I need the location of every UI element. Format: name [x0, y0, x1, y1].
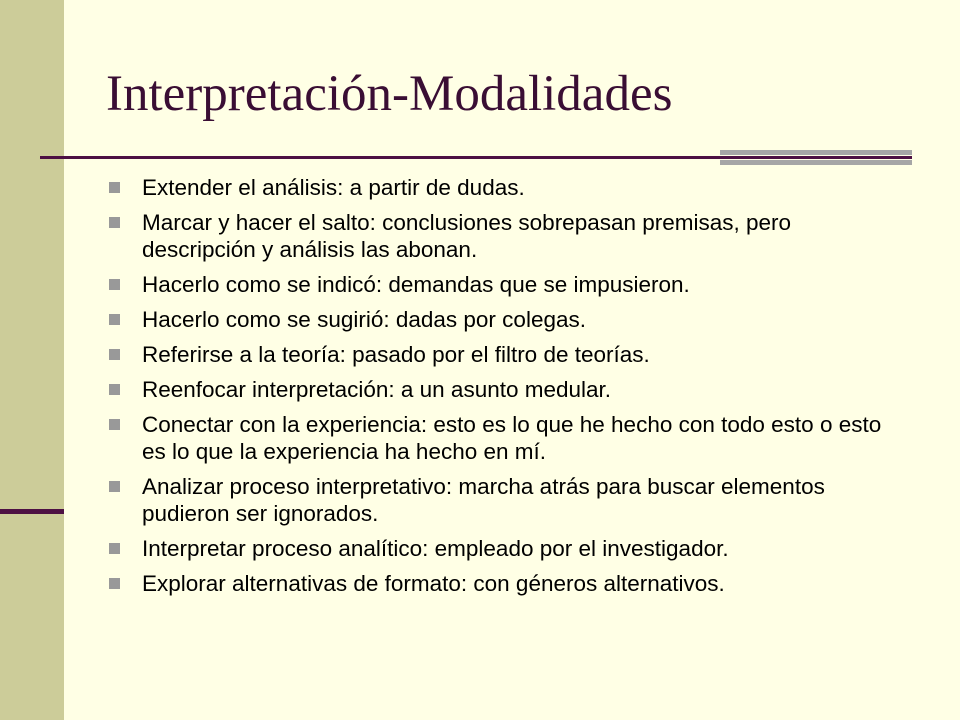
- bullet-text: Explorar alternativas de formato: con géneros alternativos.: [142, 571, 725, 596]
- square-bullet-icon: [109, 419, 120, 430]
- bullet-item-3: [106, 271, 906, 298]
- side-decoration-bar: [0, 0, 64, 720]
- bullet-text: Hacerlo como se sugirió: dadas por colegas.: [142, 307, 586, 332]
- bullet-item-1: [106, 174, 906, 201]
- divider-accent-bottom: [720, 160, 912, 165]
- bullet-text: Analizar proceso interpretativo: marcha atrás para buscar elementos pudieron ser ignorados.: [142, 474, 825, 526]
- title-divider-line: [40, 156, 912, 159]
- bullet-item-4: [106, 306, 906, 333]
- bullet-text: Extender el análisis: a partir de dudas.: [142, 175, 525, 200]
- square-bullet-icon: [109, 481, 120, 492]
- bullet-item-6: [106, 376, 906, 403]
- bullet-item-9: [106, 535, 906, 562]
- square-bullet-icon: [109, 384, 120, 395]
- divider-accent-top: [720, 150, 912, 155]
- bullet-text: Marcar y hacer el salto: conclusiones sobrepasan premisas, pero descripción y análisis las abonan.: [142, 210, 792, 262]
- bullet-item-10: [106, 570, 906, 597]
- square-bullet-icon: [109, 349, 120, 360]
- bullet-text: Hacerlo como se indicó: demandas que se impusieron.: [142, 272, 690, 297]
- square-bullet-icon: [109, 543, 120, 554]
- slide-title: Interpretación-Modalidades: [106, 66, 673, 122]
- bullet-list: [106, 174, 906, 605]
- bullet-item-2: [106, 209, 906, 263]
- square-bullet-icon: [109, 279, 120, 290]
- square-bullet-icon: [109, 314, 120, 325]
- square-bullet-icon: [109, 182, 120, 193]
- square-bullet-icon: [109, 217, 120, 228]
- bullet-text: Referirse a la teoría: pasado por el filtro de teorías.: [142, 342, 650, 367]
- bullet-item-8: [106, 473, 906, 527]
- bullet-item-7: [106, 411, 906, 465]
- bullet-item-5: [106, 341, 906, 368]
- square-bullet-icon: [109, 578, 120, 589]
- bullet-text: Conectar con la experiencia: esto es lo que he hecho con todo esto o esto es lo que la experiencia ha hecho en mí.: [142, 412, 882, 464]
- bullet-text: Reenfocar interpretación: a un asunto medular.: [142, 377, 612, 402]
- side-accent-line: [0, 509, 64, 514]
- bullet-text: Interpretar proceso analítico: empleado por el investigador.: [142, 536, 729, 561]
